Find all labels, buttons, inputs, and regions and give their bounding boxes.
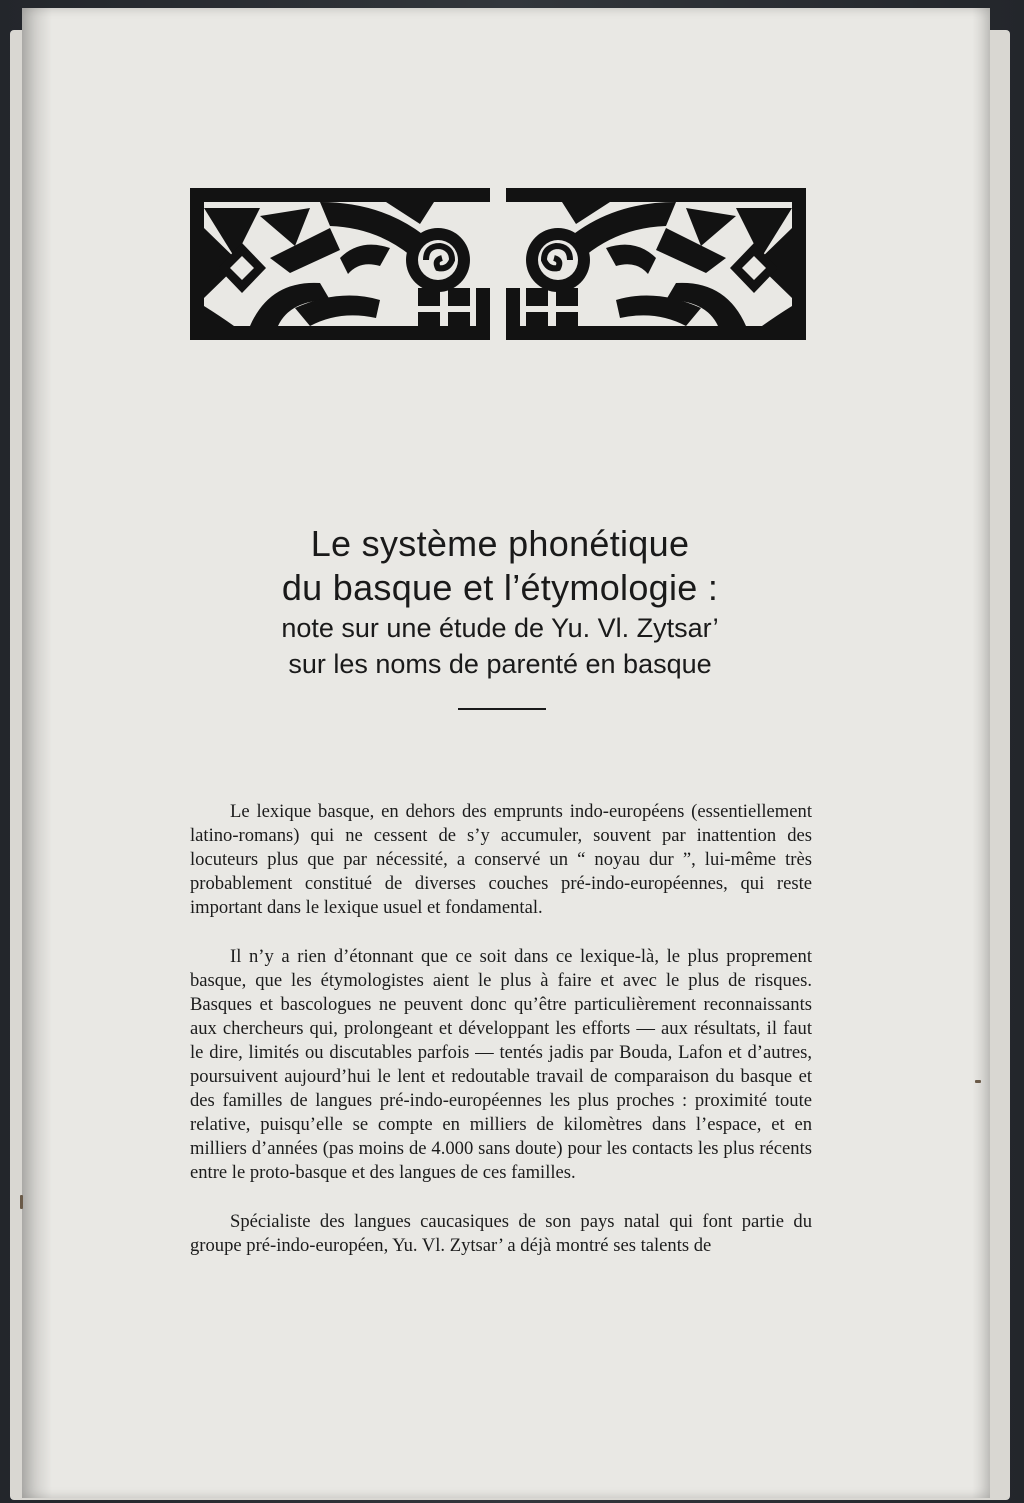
title-separator-rule [458, 708, 546, 710]
body-paragraph-1: Le lexique basque, en dehors des emprunts indo-européens (essentiellement latino-romans) qui ne cessent de s’y accumuler, souvent par inattention des locuteurs plus que par nécessité, a conservé un “ noyau dur ”, lui-même très probablement constitué de diverses couches pré-indo-européennes, qui reste important dans le lexique usuel et fondamental. [190, 801, 812, 918]
article-title-block [180, 522, 820, 682]
article-title-line-1: Le système phonétique [310, 523, 690, 564]
paper-speck [975, 1080, 981, 1083]
article-title-line-2: du basque et l’étymologie : [281, 567, 719, 608]
article-subtitle-line-2: sur les noms de parenté en basque [288, 649, 712, 679]
body-paragraph-2: Il n’y a rien d’étonnant que ce soit dans ce lexique-là, le plus proprement basque, que les étymologistes aient le plus à faire et avec le plus de risques. Basques et bascologues ne peuvent donc qu’être particulièrement reconnaissants aux chercheurs qui, prolongeant et développant les efforts — aux résultats, il faut le dire, limités ou discutables parfois — tentés jadis par Bouda, Lafon et d’autres, poursuivent aujourd’hui le lent et redoutable travail de comparaison du basque et des familles de langues pré-indo-européennes les plus proches : proximité toute relative, puisqu’elle se compte en milliers de kilomètres dans l’espace, et en milliers d’années (pas moins de 4.000 sans doute) pour les contacts les plus récents entre le proto-basque et des langues de ces familles. [190, 946, 812, 1183]
body-paragraph-3: Spécialiste des langues caucasiques de son pays natal qui font partie du groupe pré-indo-européen, Yu. Vl. Zytsar’ a déjà montré ses talents de [190, 1211, 812, 1256]
decorative-ornament-band [190, 188, 806, 340]
article-subtitle-line-1: note sur une étude de Yu. Vl. Zytsar’ [281, 613, 719, 643]
page-gutter-shadow [22, 8, 52, 1498]
page-edge-shadow [972, 8, 990, 1498]
article-body [190, 800, 812, 1258]
paper-speck [20, 1195, 23, 1209]
